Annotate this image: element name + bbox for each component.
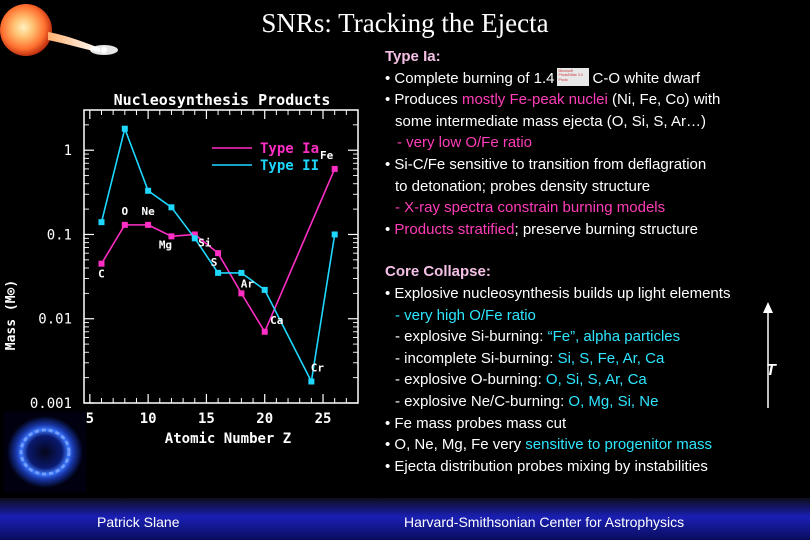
cc-l5a: - explosive O-burning: xyxy=(395,371,546,389)
cc-l8a: • O, Ne, Mg, Fe very xyxy=(385,436,526,454)
point-label: Fe xyxy=(320,148,334,162)
text-panel xyxy=(385,46,807,477)
x-tick-label: 15 xyxy=(197,411,215,427)
type-ia-point xyxy=(262,329,268,335)
point-label: Ca xyxy=(270,313,284,327)
type-ia-l2b: mostly Fe-peak nuclei xyxy=(461,91,608,109)
type-ia-point xyxy=(332,166,338,172)
type-ii-point xyxy=(215,270,221,276)
cc-l8b: sensitive to progenitor mass xyxy=(525,436,713,454)
type-ia-l8a: • xyxy=(385,220,395,238)
y-axis-label: Mass (M⊙) xyxy=(4,279,19,351)
embedded-photo-thumbnail: Microsoft PhotoEditor 3.0 Photo xyxy=(557,68,589,86)
type-ii-point xyxy=(308,378,314,384)
y-tick-label: 0.01 xyxy=(38,311,72,328)
footer-author: Patrick Slane xyxy=(97,514,180,530)
supernova-remnant-image xyxy=(4,412,86,492)
slide-title: SNRs: Tracking the Ejecta xyxy=(261,8,549,38)
point-label: C xyxy=(98,267,105,281)
cc-l3b: “Fe”, alpha particles xyxy=(547,328,681,346)
type-ia-line-8 xyxy=(385,219,807,241)
point-label: Si xyxy=(198,236,212,250)
type-ii-point xyxy=(168,204,174,210)
cc-l4a: - incomplete Si-burning: xyxy=(395,349,558,367)
y-tick-label: 0.001 xyxy=(29,396,72,412)
legend-type-ia-label: Type Ia xyxy=(260,141,320,157)
temperature-arrow-label: T xyxy=(766,362,776,379)
binary-star-illustration xyxy=(0,0,125,80)
type-ii-point xyxy=(238,270,244,276)
type-ii-point xyxy=(262,287,268,293)
cc-l6a: - explosive Ne/C-burning: xyxy=(395,392,569,410)
type-ia-l2c: (Ni, Fe, Co) with xyxy=(607,91,721,109)
legend-type-ii-label: Type II xyxy=(260,158,320,174)
cc-l5b: O, Si, S, Ar, Ca xyxy=(545,371,647,389)
type-ia-line-6: to detonation; probes density structure xyxy=(395,177,651,195)
core-collapse-heading: Core Collapse: xyxy=(385,263,491,281)
point-label: Ar xyxy=(240,277,255,291)
x-tick-label: 10 xyxy=(139,411,157,427)
type-ia-line-4: - very low O/Fe ratio xyxy=(397,134,533,152)
type-ia-point xyxy=(238,290,244,296)
type-ia-line-7: - X-ray spectra constrain burning models xyxy=(395,199,666,217)
type-ia-line-2 xyxy=(385,89,807,111)
legend xyxy=(212,141,319,174)
cc-line-8 xyxy=(385,434,807,456)
white-dwarf-shape xyxy=(101,47,107,53)
type-ia-l8c: ; preserve burning structure xyxy=(514,220,698,238)
cc-l6b: O, Mg, Si, Ne xyxy=(568,392,659,410)
chart-title: Nucleosynthesis Products xyxy=(113,91,331,109)
remnant-shell-shape xyxy=(7,416,83,488)
type-ia-line-5: • Si-C/Fe sensitive to transition from deflagration xyxy=(385,155,707,173)
type-ii-point xyxy=(98,219,104,225)
type-ii-point xyxy=(332,231,338,237)
cc-line-4 xyxy=(385,348,807,370)
type-ia-l2a: • Produces xyxy=(385,91,462,109)
point-label: O xyxy=(121,204,129,218)
type-ii-point xyxy=(145,188,151,194)
cc-line-5 xyxy=(385,369,807,391)
temperature-arrow xyxy=(758,300,778,410)
type-ia-point xyxy=(122,222,128,228)
y-tick-label: 0.1 xyxy=(46,227,72,244)
x-tick-label: 25 xyxy=(314,411,332,427)
nucleosynthesis-chart xyxy=(0,85,385,455)
cc-line-3 xyxy=(385,326,807,348)
cc-line-6 xyxy=(385,391,807,413)
type-ia-point xyxy=(145,222,151,228)
point-label: S xyxy=(210,256,218,270)
x-tick-label: 20 xyxy=(256,411,274,427)
y-tick-label: 1 xyxy=(63,143,72,160)
cc-line-2: - very high O/Fe ratio xyxy=(395,306,536,324)
point-label: Mg xyxy=(158,238,173,252)
type-ia-line-3: some intermediate mass ejecta (O, Si, S, Ar…) xyxy=(395,112,706,130)
cc-l4b: Si, S, Fe, Ar, Ca xyxy=(557,349,665,367)
cc-line-1: • Explosive nucleosynthesis builds up light elements xyxy=(385,284,731,302)
type-ii-point xyxy=(122,126,128,132)
x-axis-label: Atomic Number Z xyxy=(164,431,292,447)
point-labels-group xyxy=(98,149,334,375)
giant-star-shape xyxy=(0,4,52,56)
x-tick-label: 5 xyxy=(85,411,95,427)
footer-organization: Harvard-Smithsonian Center for Astrophysics xyxy=(404,514,685,530)
type-ia-l1a: • Complete burning of 1.4 xyxy=(385,69,555,87)
type-ii-point xyxy=(192,235,198,241)
point-label: Ne xyxy=(141,204,155,218)
cc-line-9: • Ejecta distribution probes mixing by instabilities xyxy=(385,457,708,475)
point-label: Cr xyxy=(310,361,324,375)
type-ia-l1b: C-O white dwarf xyxy=(592,69,701,87)
type-ia-line-1 xyxy=(385,68,807,90)
cc-line-7: • Fe mass probes mass cut xyxy=(385,414,567,432)
type-ia-l8b: Products stratified xyxy=(394,220,515,238)
type-ia-point xyxy=(98,261,104,267)
cc-l3a: - explosive Si-burning: xyxy=(395,328,548,346)
type-ia-heading: Type Ia: xyxy=(385,48,441,65)
